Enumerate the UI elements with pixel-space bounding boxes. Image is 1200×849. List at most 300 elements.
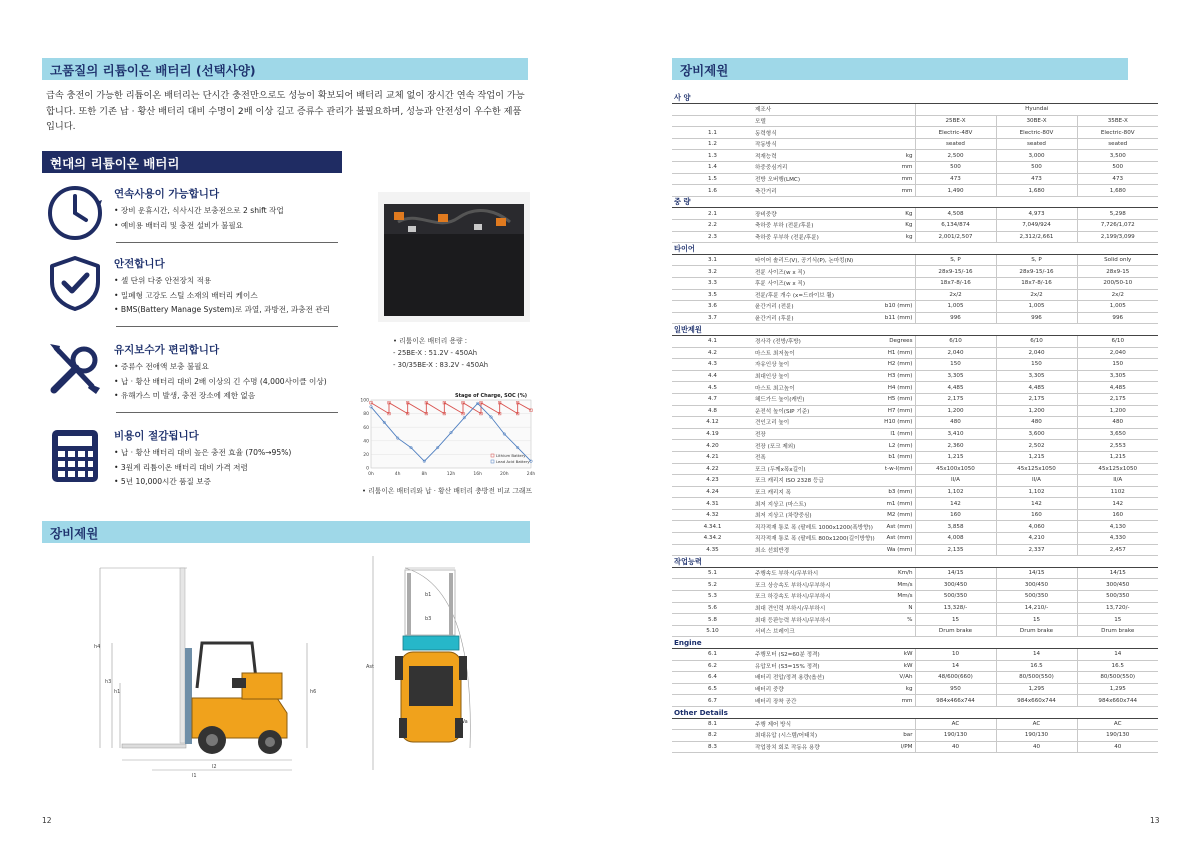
spec-row <box>672 393 1158 405</box>
spec-description: 포크 캐리지 ISO 2328 등급 <box>753 475 834 487</box>
spec-value: 6/10 <box>996 335 1077 347</box>
spec-description: 전장 <box>753 428 834 440</box>
spec-section-title: 사 양 <box>672 92 1158 104</box>
spec-number: 1.3 <box>672 150 753 162</box>
x-tick-label: 4h <box>394 472 401 477</box>
spec-description: 타이어 솔리드(V), 공기식(P), 논마킹(N) <box>753 254 834 266</box>
section-title-drawing: 장비제원 <box>42 521 530 543</box>
spec-value: 190/130 <box>915 730 996 742</box>
feature-bullet: • 예비용 배터리 및 충전 설비가 불필요 <box>114 219 284 234</box>
spec-description: 축하중 무부하 (전륜/후륜) <box>753 231 834 243</box>
spec-unit: H1 (mm) <box>834 347 915 359</box>
spec-unit: L2 (mm) <box>834 440 915 452</box>
spec-row <box>672 150 1158 162</box>
spec-value: 996 <box>996 312 1077 324</box>
dim-label: Wa <box>460 719 468 725</box>
spec-value: 14/15 <box>1077 567 1158 579</box>
spec-section-title: 일반제원 <box>672 324 1158 336</box>
forklift-side-drawing <box>92 548 342 778</box>
divider <box>116 242 338 243</box>
spec-value: 473 <box>1077 173 1158 185</box>
spec-number: 4.21 <box>672 451 753 463</box>
dim-label: h6 <box>310 689 317 695</box>
spec-value: 3,305 <box>915 370 996 382</box>
spec-row <box>672 672 1158 684</box>
spec-row <box>672 660 1158 672</box>
spec-value: 1,680 <box>996 185 1077 197</box>
spec-unit <box>834 475 915 487</box>
soc-chart <box>355 388 535 480</box>
spec-number: 4.8 <box>672 405 753 417</box>
section-title-battery: 고품질의 리튬이온 배터리 (선택사양) <box>42 58 528 80</box>
spec-value: 28x9-15/-16 <box>915 266 996 278</box>
spec-number: 4.34.1 <box>672 521 753 533</box>
spec-row <box>672 718 1158 730</box>
spec-row <box>672 741 1158 753</box>
spec-value: 2,500 <box>915 150 996 162</box>
spec-value: 4,485 <box>996 382 1077 394</box>
spec-description: 전방 오버행(LMC) <box>753 173 834 185</box>
spec-section-title: 타이어 <box>672 243 1158 255</box>
spec-unit: bar <box>834 730 915 742</box>
spec-number: 3.6 <box>672 301 753 313</box>
spec-value: 150 <box>915 359 996 371</box>
spec-description: 제조사 <box>753 104 834 116</box>
spec-description: 작동방식 <box>753 138 834 150</box>
spec-value: 2,040 <box>996 347 1077 359</box>
battery-note: - 30/35BE-X : 83.2V - 450Ah <box>393 361 489 369</box>
spec-value: 4,060 <box>996 521 1077 533</box>
spec-value: 1,102 <box>915 486 996 498</box>
spec-row <box>672 208 1158 220</box>
spec-value: 984x660x744 <box>996 695 1077 707</box>
spec-row <box>672 138 1158 150</box>
spec-value: 2,175 <box>915 393 996 405</box>
spec-value: 480 <box>996 417 1077 429</box>
spec-value: 25BE-X <box>915 115 996 127</box>
spec-number: 8.2 <box>672 730 753 742</box>
spec-value: 14 <box>1077 649 1158 661</box>
spec-value: 1,215 <box>996 451 1077 463</box>
spec-value: 7,049/924 <box>996 220 1077 232</box>
spec-value: 80/500(550) <box>1077 672 1158 684</box>
clock-icon <box>46 184 104 242</box>
spec-number: 5.2 <box>672 579 753 591</box>
x-tick-label: 8h <box>421 472 428 477</box>
spec-row <box>672 451 1158 463</box>
spec-number: 3.2 <box>672 266 753 278</box>
spec-value: 2x/2 <box>1077 289 1158 301</box>
spec-value: 6,134/874 <box>915 220 996 232</box>
spec-row <box>672 567 1158 579</box>
spec-row <box>672 301 1158 313</box>
spec-value: AC <box>996 718 1077 730</box>
spec-section-title: 작업능력 <box>672 556 1158 568</box>
spec-number: 4.3 <box>672 359 753 371</box>
spec-value: 984x466x744 <box>915 695 996 707</box>
spec-row <box>672 579 1158 591</box>
spec-value: 14 <box>996 649 1077 661</box>
spec-row <box>672 254 1158 266</box>
y-tick-label: 40 <box>363 439 369 445</box>
spec-value: 2,502 <box>996 440 1077 452</box>
spec-section-title: Other Details <box>672 706 1158 718</box>
divider <box>116 412 338 413</box>
spec-row <box>672 115 1158 127</box>
spec-value: 4,508 <box>915 208 996 220</box>
spec-value: 2,040 <box>915 347 996 359</box>
spec-value: 4,485 <box>1077 382 1158 394</box>
dim-label: h3 <box>105 679 112 685</box>
spec-value: 500 <box>915 162 996 174</box>
spec-unit: H7 (mm) <box>834 405 915 417</box>
spec-description: 최소 선회반경 <box>753 544 834 556</box>
spec-number: 5.1 <box>672 567 753 579</box>
spec-row <box>672 695 1158 707</box>
spec-row <box>672 591 1158 603</box>
feature-safe <box>46 254 346 324</box>
spec-value: seated <box>915 138 996 150</box>
spec-section-row <box>672 92 1158 104</box>
spec-value: 5,298 <box>1077 208 1158 220</box>
spec-row <box>672 347 1158 359</box>
spec-value: Solid only <box>1077 254 1158 266</box>
spec-value: 200/50-10 <box>1077 278 1158 290</box>
spec-description: 최대인상 높이 <box>753 370 834 382</box>
spec-value: 500/350 <box>1077 591 1158 603</box>
spec-value: 3,600 <box>996 428 1077 440</box>
spec-number: 1.1 <box>672 127 753 139</box>
spec-row <box>672 428 1158 440</box>
spec-value: 15 <box>1077 614 1158 626</box>
spec-row <box>672 463 1158 475</box>
spec-description: 유압모터 (S3=15% 정격) <box>753 660 834 672</box>
spec-row <box>672 440 1158 452</box>
spec-value: 480 <box>1077 417 1158 429</box>
spec-value: 142 <box>915 498 996 510</box>
spec-row <box>672 162 1158 174</box>
spec-value: 3,858 <box>915 521 996 533</box>
spec-description: 전장 (포크 제외) <box>753 440 834 452</box>
spec-value: 16.5 <box>996 660 1077 672</box>
spec-unit <box>834 127 915 139</box>
spec-description: 축하중 부하 (전륜/후륜) <box>753 220 834 232</box>
dim-label: b1 <box>425 592 432 598</box>
spec-unit: mm <box>834 162 915 174</box>
spec-row <box>672 544 1158 556</box>
spec-value: 45x125x1050 <box>1077 463 1158 475</box>
spec-value: 1,215 <box>1077 451 1158 463</box>
spec-description: 마스트 최저높이 <box>753 347 834 359</box>
spec-value: II/A <box>915 475 996 487</box>
spec-unit: Kg <box>834 220 915 232</box>
spec-value: 1,490 <box>915 185 996 197</box>
spec-unit: Degrees <box>834 335 915 347</box>
spec-row <box>672 521 1158 533</box>
x-tick-label: 16h <box>473 472 482 477</box>
spec-unit: H2 (mm) <box>834 359 915 371</box>
spec-value: 150 <box>996 359 1077 371</box>
spec-unit: kg <box>834 231 915 243</box>
dim-label: h4 <box>94 644 101 650</box>
feature-bullets <box>114 446 291 490</box>
spec-row <box>672 614 1158 626</box>
spec-value: 40 <box>1077 741 1158 753</box>
spec-unit: Mm/s <box>834 579 915 591</box>
spec-value: 480 <box>915 417 996 429</box>
spec-value: 473 <box>996 173 1077 185</box>
spec-value: 35BE-X <box>1077 115 1158 127</box>
spec-unit: b3 (mm) <box>834 486 915 498</box>
feature-bullets <box>114 360 327 404</box>
spec-value: 40 <box>996 741 1077 753</box>
spec-unit: m1 (mm) <box>834 498 915 510</box>
spec-description: 하중중심거리 <box>753 162 834 174</box>
spec-description: 직각적재 통로 폭 (팔레트 1000x1200(폭방향)) <box>753 521 834 533</box>
spec-unit: l1 (mm) <box>834 428 915 440</box>
spec-description: 운전석 높이(SIP 기준) <box>753 405 834 417</box>
spec-description: 최저 지상고 (마스트) <box>753 498 834 510</box>
spec-value: 13,328/- <box>915 602 996 614</box>
spec-value: 996 <box>915 312 996 324</box>
spec-value: 1,215 <box>915 451 996 463</box>
spec-value: II/A <box>1077 475 1158 487</box>
spec-value: 190/130 <box>996 730 1077 742</box>
spec-value: 473 <box>915 173 996 185</box>
spec-value: 3,305 <box>1077 370 1158 382</box>
spec-value: 18x7-8/-16 <box>915 278 996 290</box>
chart-title: Stage of Charge, SOC (%) <box>455 393 527 399</box>
spec-unit: H3 (mm) <box>834 370 915 382</box>
legend-label: Lead Acid Battery <box>496 459 530 464</box>
spec-value: 15 <box>915 614 996 626</box>
spec-description: 주행속도 부하시/무부하시 <box>753 567 834 579</box>
tools-icon <box>46 340 104 398</box>
spec-description: 장비중량 <box>753 208 834 220</box>
spec-unit: N <box>834 602 915 614</box>
spec-value: 16.5 <box>1077 660 1158 672</box>
spec-description: 전륜/후륜 개수 (x=드라이브 휠) <box>753 289 834 301</box>
x-tick-label: 0h <box>368 472 374 477</box>
x-tick-label: 12h <box>446 472 456 477</box>
spec-value: 2,553 <box>1077 440 1158 452</box>
spec-row <box>672 625 1158 637</box>
spec-value: 984x660x744 <box>1077 695 1158 707</box>
feature-continuous <box>46 184 346 254</box>
spec-number: 6.5 <box>672 683 753 695</box>
legend-label: Lithium Battery <box>496 453 526 458</box>
spec-value: Electric-80V <box>996 127 1077 139</box>
spec-section-row <box>672 324 1158 336</box>
y-tick-label: 80 <box>363 412 369 418</box>
spec-unit: Wa (mm) <box>834 544 915 556</box>
dim-label: h1 <box>114 689 121 695</box>
spec-value: 6/10 <box>1077 335 1158 347</box>
calculator-icon <box>46 426 104 484</box>
spec-value: 150 <box>1077 359 1158 371</box>
spec-unit: Km/h <box>834 567 915 579</box>
spec-unit: b11 (mm) <box>834 312 915 324</box>
spec-row <box>672 649 1158 661</box>
spec-number <box>672 104 753 116</box>
spec-number: 5.6 <box>672 602 753 614</box>
spec-description: 포크 하강속도 부하시/무부하시 <box>753 591 834 603</box>
spec-unit: kW <box>834 649 915 661</box>
spec-value: 500/350 <box>915 591 996 603</box>
spec-value: 6/10 <box>915 335 996 347</box>
spec-value: AC <box>1077 718 1158 730</box>
spec-unit <box>834 115 915 127</box>
spec-section-row <box>672 556 1158 568</box>
spec-number: 4.20 <box>672 440 753 452</box>
spec-value: 2,360 <box>915 440 996 452</box>
spec-unit: kW <box>834 660 915 672</box>
spec-row <box>672 335 1158 347</box>
spec-value: 18x7-8/-16 <box>996 278 1077 290</box>
spec-value: Drum brake <box>1077 625 1158 637</box>
spec-row <box>672 220 1158 232</box>
spec-number: 1.5 <box>672 173 753 185</box>
y-tick-label: 0 <box>366 466 369 472</box>
spec-row <box>672 127 1158 139</box>
spec-description: 배터리 전압/정격 용량(옵션) <box>753 672 834 684</box>
spec-unit: b1 (mm) <box>834 451 915 463</box>
spec-unit: kg <box>834 683 915 695</box>
spec-row <box>672 370 1158 382</box>
dim-label: l2 <box>212 764 217 770</box>
x-tick-label: 24h <box>526 472 536 477</box>
feature-title: 안전합니다 <box>114 258 165 270</box>
battery-notes <box>393 335 488 371</box>
spec-value: 2,337 <box>996 544 1077 556</box>
spec-value: 2,457 <box>1077 544 1158 556</box>
spec-value: 2,040 <box>1077 347 1158 359</box>
spec-value: seated <box>996 138 1077 150</box>
spec-value: 160 <box>1077 509 1158 521</box>
spec-description: 배터리 중량 <box>753 683 834 695</box>
spec-unit <box>834 625 915 637</box>
spec-value: 48/600(660) <box>915 672 996 684</box>
spec-row <box>672 602 1158 614</box>
feature-bullet: • 5년 10,000시간 품질 보증 <box>114 475 291 490</box>
spec-value: 142 <box>1077 498 1158 510</box>
spec-value: 300/450 <box>915 579 996 591</box>
feature-bullet: • BMS(Battery Manage System)로 과열, 과방전, 과충전 관리 <box>114 303 330 318</box>
spec-description: 최대유압 (시스템/어태치) <box>753 730 834 742</box>
shield-check-icon <box>46 254 104 312</box>
spec-unit: % <box>834 614 915 626</box>
spec-number: 4.4 <box>672 370 753 382</box>
spec-row <box>672 266 1158 278</box>
spec-description: 직각적재 통로 폭 (팔레트 800x1200(길이방향)) <box>753 533 834 545</box>
spec-row <box>672 359 1158 371</box>
spec-unit: kg <box>834 150 915 162</box>
spec-unit: H10 (mm) <box>834 417 915 429</box>
spec-description: 축간거리 <box>753 185 834 197</box>
dim-label: b3 <box>425 616 432 622</box>
spec-section-row <box>672 196 1158 208</box>
feature-bullets <box>114 274 330 318</box>
spec-value: 15 <box>996 614 1077 626</box>
forklift-top-drawing <box>365 548 495 778</box>
page-number: 13 <box>1150 816 1160 825</box>
spec-value: 14/15 <box>996 567 1077 579</box>
spec-value: 2,312/2,661 <box>996 231 1077 243</box>
spec-number: 3.3 <box>672 278 753 290</box>
spec-number: 4.7 <box>672 393 753 405</box>
feature-title: 비용이 절감됩니다 <box>114 430 199 442</box>
spec-number: 4.2 <box>672 347 753 359</box>
spec-number: 4.5 <box>672 382 753 394</box>
spec-value: 2,199/3,099 <box>1077 231 1158 243</box>
spec-value: 2x/2 <box>915 289 996 301</box>
feature-bullet: • 장비 운휴시간, 식사시간 보충전으로 2 shift 작업 <box>114 204 284 219</box>
spec-value: II/A <box>996 475 1077 487</box>
spec-description: 포크 (두께x폭x길이) <box>753 463 834 475</box>
spec-number: 3.5 <box>672 289 753 301</box>
feature-bullet: • 납 · 황산 배터리 대비 높은 충전 효율 (70%→95%) <box>114 446 291 461</box>
spec-value: Hyundai <box>915 104 1158 116</box>
spec-value: 2,001/2,507 <box>915 231 996 243</box>
spec-description: 동력형식 <box>753 127 834 139</box>
spec-value: Electric-80V <box>1077 127 1158 139</box>
spec-value: 2x/2 <box>996 289 1077 301</box>
spec-value: 4,130 <box>1077 521 1158 533</box>
y-tick-label: 20 <box>363 453 369 458</box>
spec-number: 4.23 <box>672 475 753 487</box>
spec-value: 40 <box>915 741 996 753</box>
spec-description: 모델 <box>753 115 834 127</box>
feature-bullet: • 셀 단위 다중 안전장치 적용 <box>114 274 330 289</box>
battery-note: - 25BE-X : 51.2V - 450Ah <box>393 349 478 357</box>
spec-number: 4.19 <box>672 428 753 440</box>
spec-number: 6.2 <box>672 660 753 672</box>
spec-description: 최대 견인력 부하시/무부하시 <box>753 602 834 614</box>
intro-paragraph: 급속 충전이 가능한 리튬이온 배터리는 단시간 충전만으로도 성능이 확보되어 배터리 교체 없이 장시간 연속 작업이 가능합니다. 또한 기존 납 · 황산 배터리 대비 수명이 2배 이상 길고 증류수 관리가 불필요하며, 성능과 안전성이 우수한 제품입니다. <box>46 90 525 132</box>
spec-unit: H4 (mm) <box>834 382 915 394</box>
spec-number: 6.7 <box>672 695 753 707</box>
spec-unit: b10 (mm) <box>834 301 915 313</box>
spec-row <box>672 173 1158 185</box>
spec-number: 4.12 <box>672 417 753 429</box>
spec-value: Drum brake <box>915 625 996 637</box>
spec-value: 2,135 <box>915 544 996 556</box>
spec-row <box>672 486 1158 498</box>
spec-row <box>672 231 1158 243</box>
spec-row <box>672 475 1158 487</box>
spec-value: 4,008 <box>915 533 996 545</box>
dim-label: Ast <box>366 664 374 670</box>
spec-value: 7,726/1,072 <box>1077 220 1158 232</box>
spec-title: 장비제원 <box>672 58 1128 80</box>
spec-section-row <box>672 637 1158 649</box>
spec-value: 1,295 <box>996 683 1077 695</box>
spec-row <box>672 509 1158 521</box>
spec-number: 4.34.2 <box>672 533 753 545</box>
spec-number: 4.1 <box>672 335 753 347</box>
spec-value: 160 <box>915 509 996 521</box>
spec-value: 3,650 <box>1077 428 1158 440</box>
spec-value: 13,720/- <box>1077 602 1158 614</box>
spec-unit <box>834 138 915 150</box>
spec-value: 3,000 <box>996 150 1077 162</box>
spec-description: 주행모터 (S2=60분 정격) <box>753 649 834 661</box>
spec-number: 2.1 <box>672 208 753 220</box>
spec-value: 4,330 <box>1077 533 1158 545</box>
spec-table <box>672 92 1158 753</box>
spec-description: 자유인상 높이 <box>753 359 834 371</box>
spec-unit <box>834 718 915 730</box>
